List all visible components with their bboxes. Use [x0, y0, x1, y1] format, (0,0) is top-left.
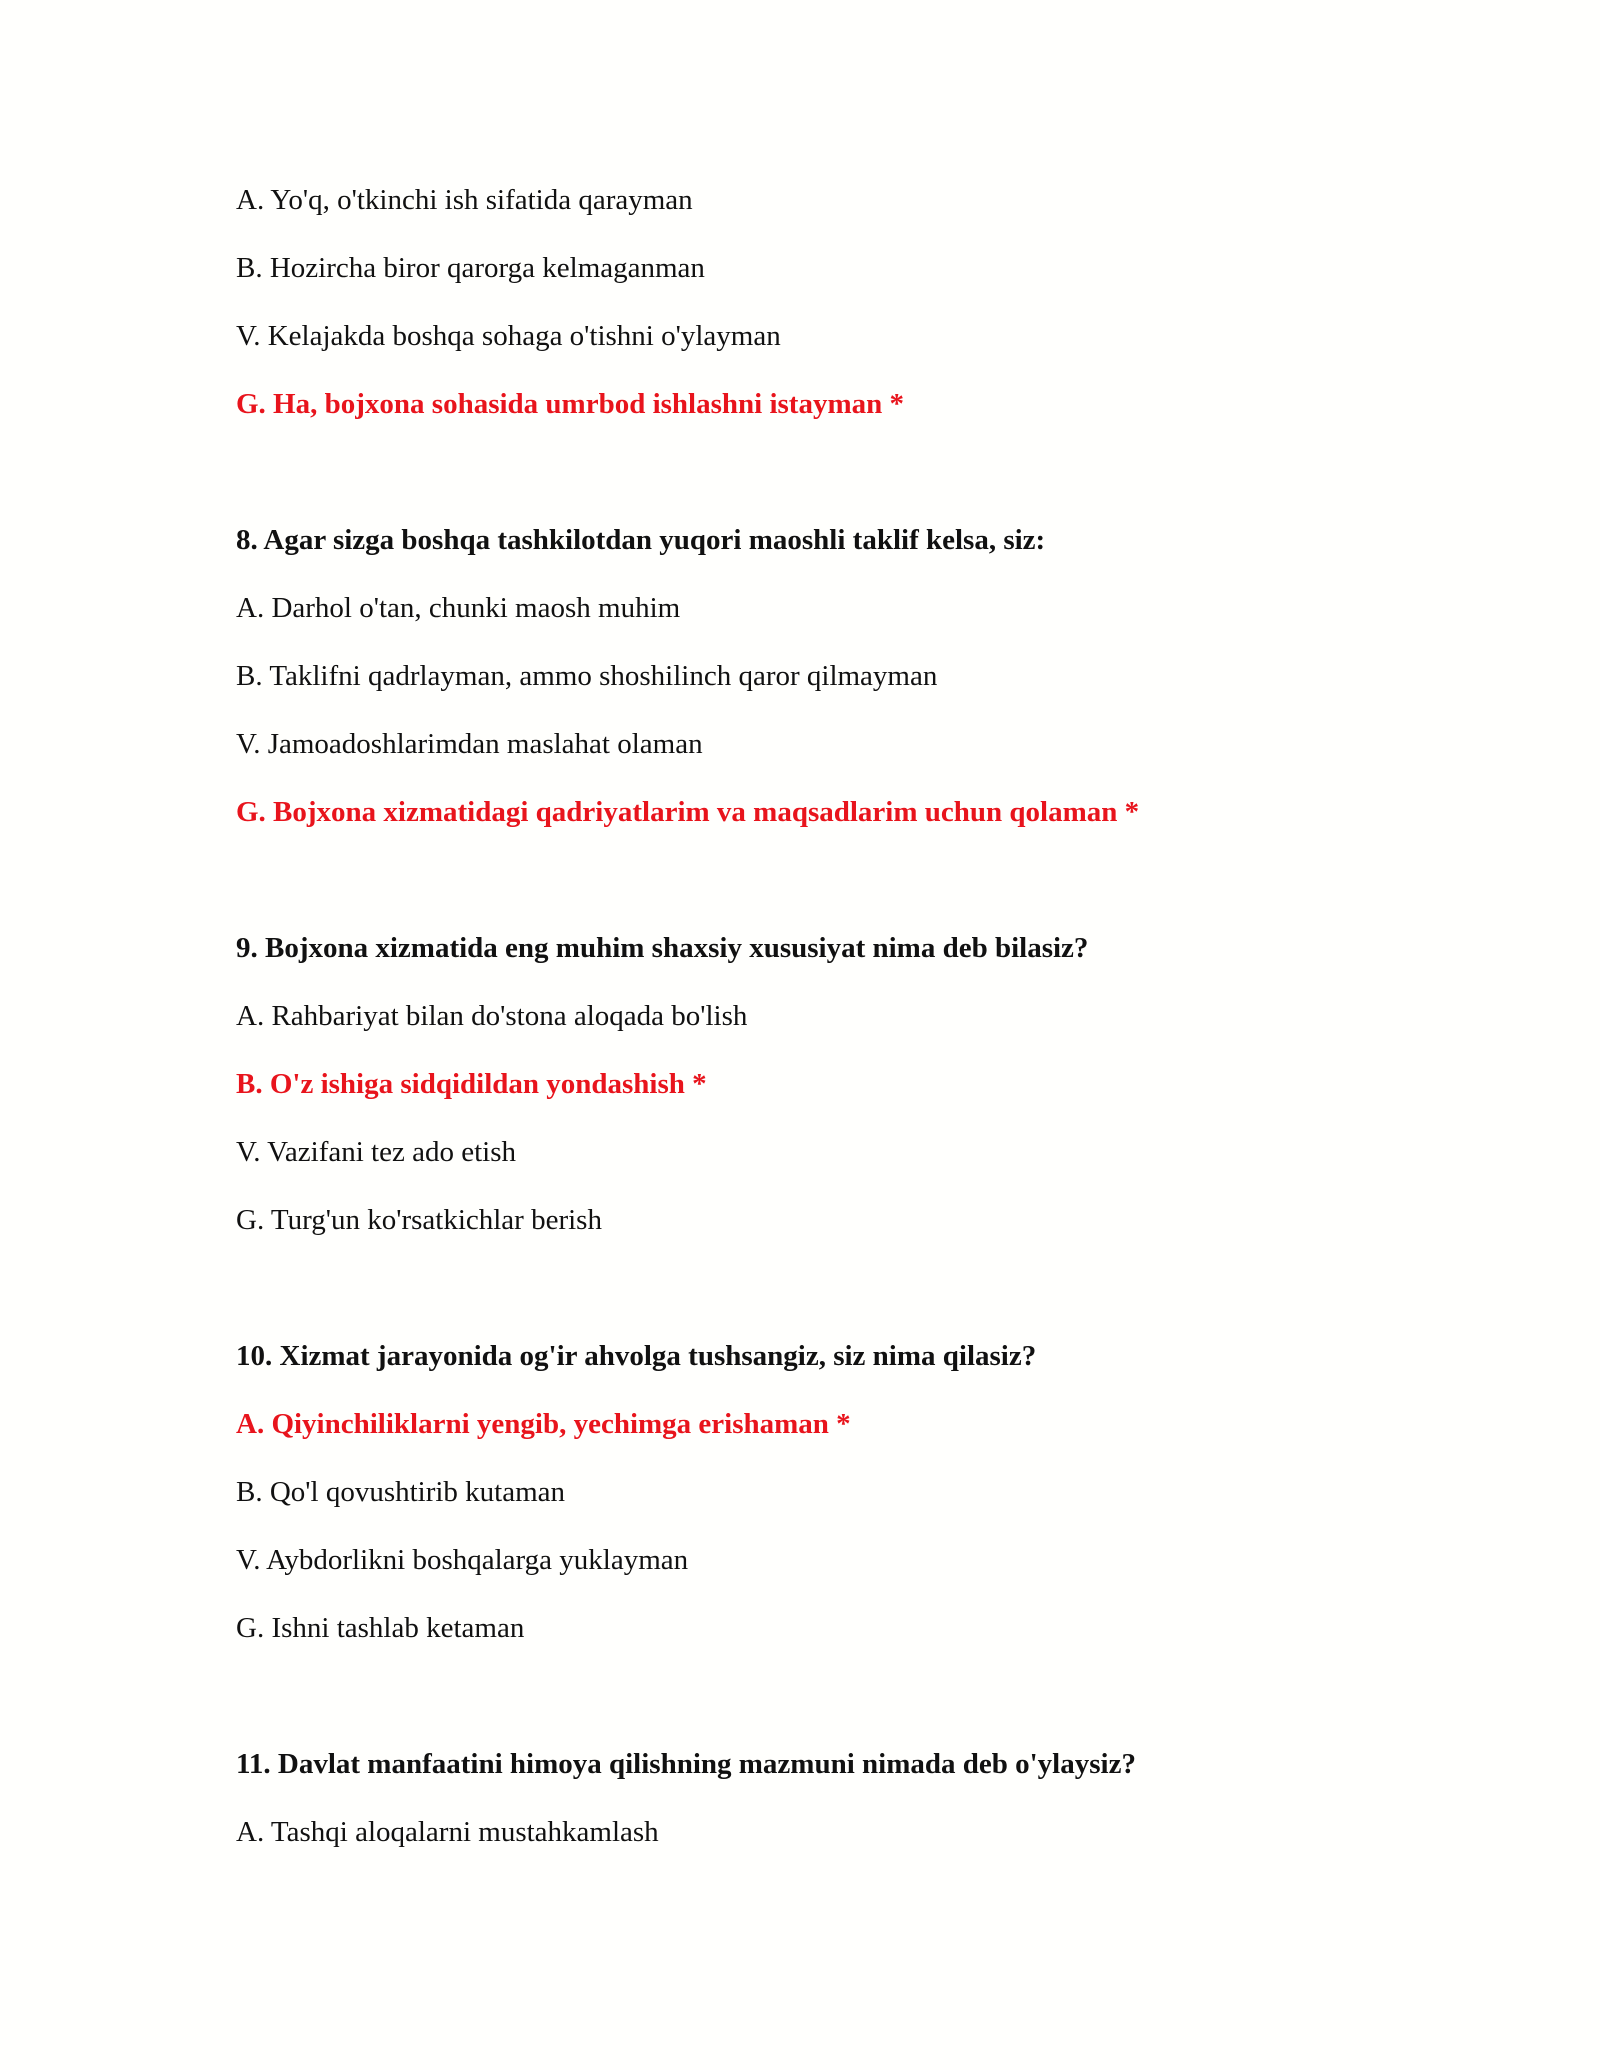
section-gap	[236, 1271, 1436, 1339]
section-gap	[236, 863, 1436, 931]
option-9-b-correct: B. O'z ishiga sidqidildan yondashish *	[236, 1068, 707, 1100]
option-9-g: G. Turg'un ko'rsatkichlar berish	[236, 1204, 602, 1236]
option-8-g-correct: G. Bojxona xizmatidagi qadriyatlarim va maqsadlarim uchun qolaman *	[236, 796, 1140, 828]
option-7-b: B. Hozircha biror qarorga kelmaganman	[236, 252, 705, 284]
option-7-v: V. Kelajakda boshqa sohaga o'tishni o'ylayman	[236, 320, 781, 352]
question-11-title: 11. Davlat manfaatini himoya qilishning mazmuni nimada deb o'ylaysiz?	[236, 1748, 1136, 1780]
option-10-b: B. Qo'l qovushtirib kutaman	[236, 1476, 566, 1508]
section-gap	[236, 455, 1436, 523]
option-7-a: A. Yo'q, o'tkinchi ish sifatida qarayman	[236, 184, 693, 216]
option-7-g-correct: G. Ha, bojxona sohasida umrbod ishlashni istayman *	[236, 388, 904, 420]
option-8-b: B. Taklifni qadrlayman, ammo shoshilinch qaror qilmayman	[236, 660, 938, 692]
question-10-title: 10. Xizmat jarayonida og'ir ahvolga tushsangiz, siz nima qilasiz?	[236, 1340, 1037, 1372]
question-8-title: 8. Agar sizga boshqa tashkilotdan yuqori maoshli taklif kelsa, siz:	[236, 524, 1046, 556]
quiz-content	[236, 183, 1436, 1883]
question-block-11	[236, 1747, 1436, 1849]
option-10-g: G. Ishni tashlab ketaman	[236, 1612, 525, 1644]
question-block-9	[236, 931, 1436, 1237]
option-8-a: A. Darhol o'tan, chunki maosh muhim	[236, 592, 681, 624]
question-block-10	[236, 1339, 1436, 1645]
option-10-a-correct: A. Qiyinchiliklarni yengib, yechimga erishaman *	[236, 1408, 851, 1440]
option-9-a: A. Rahbariyat bilan do'stona aloqada bo'lish	[236, 1000, 748, 1032]
question-block-8	[236, 523, 1436, 829]
option-11-a: A. Tashqi aloqalarni mustahkamlash	[236, 1816, 659, 1848]
option-8-v: V. Jamoadoshlarimdan maslahat olaman	[236, 728, 703, 760]
question-block-7	[236, 183, 1436, 421]
option-10-v: V. Aybdorlikni boshqalarga yuklayman	[236, 1544, 689, 1576]
question-9-title: 9. Bojxona xizmatida eng muhim shaxsiy xususiyat nima deb bilasiz?	[236, 932, 1089, 964]
section-gap	[236, 1679, 1436, 1747]
option-9-v: V. Vazifani tez ado etish	[236, 1136, 516, 1168]
